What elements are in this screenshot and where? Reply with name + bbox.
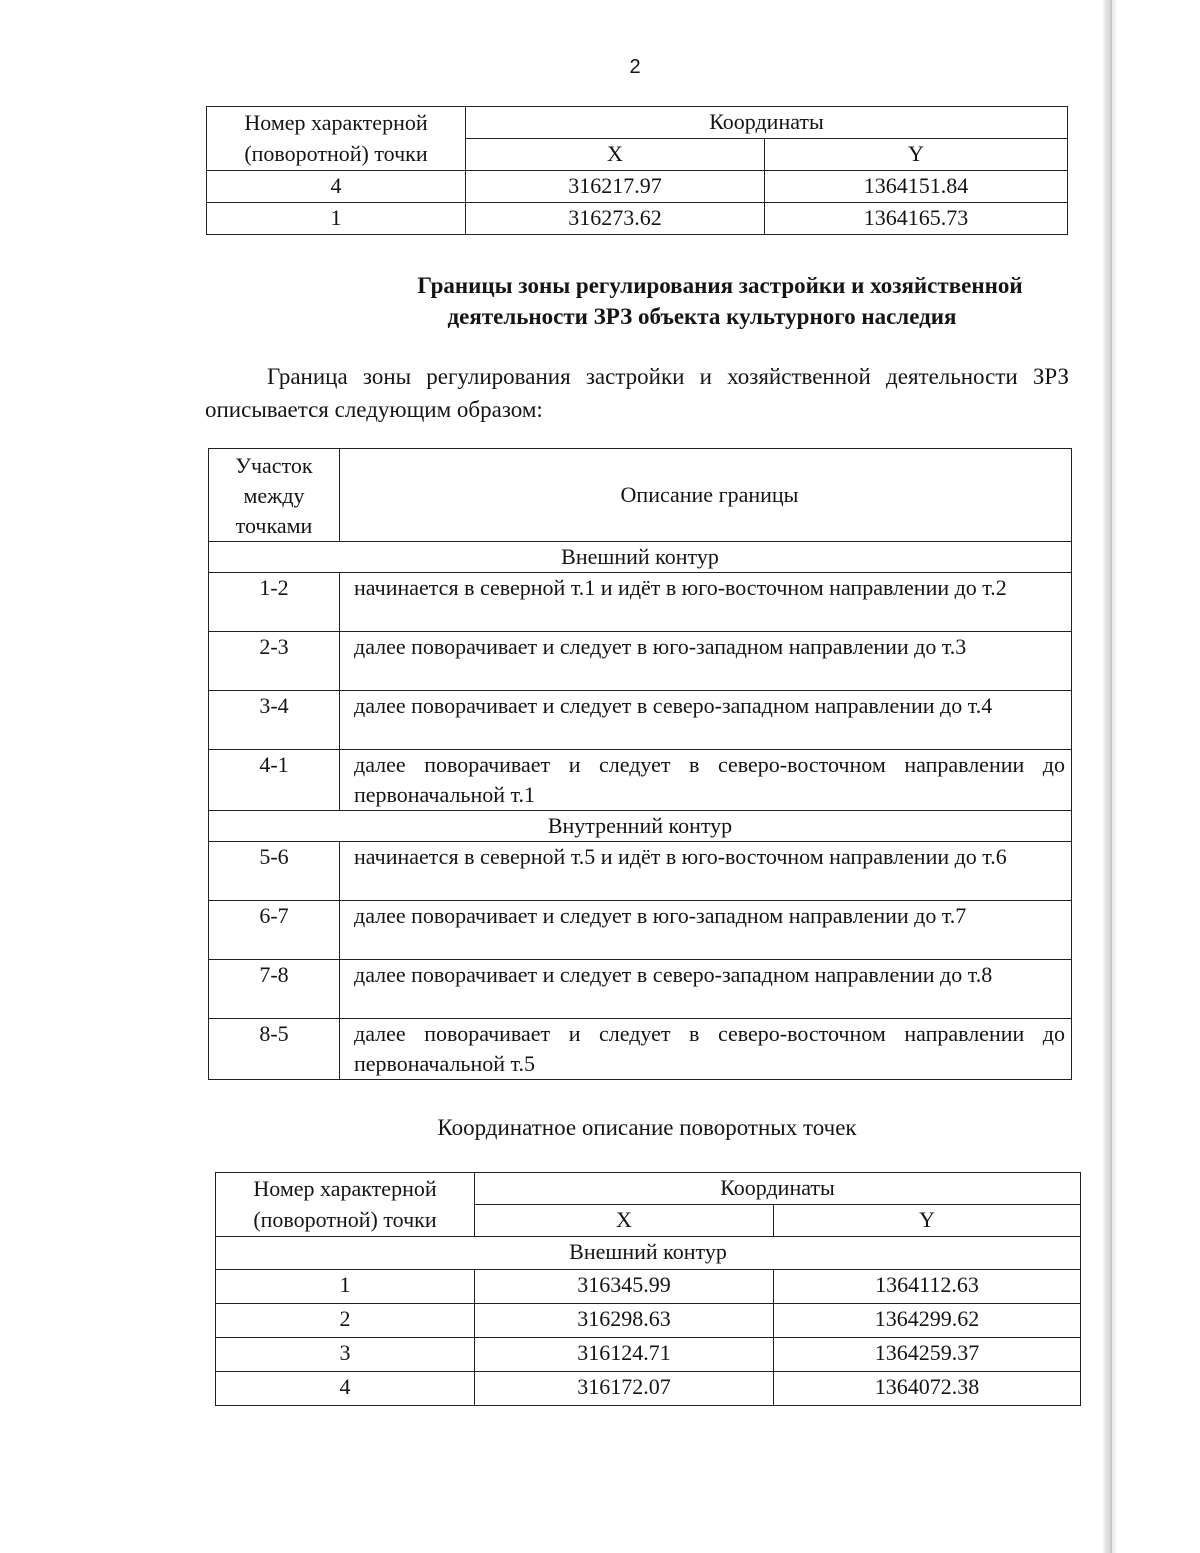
table-row: [216, 1372, 1081, 1406]
point-number-header-line1: Номер характерной: [244, 110, 428, 135]
table-row: [209, 691, 1072, 750]
segment-cell: 1-2: [209, 573, 340, 632]
table-row: [216, 1270, 1081, 1304]
segment-cell: 5-6: [209, 842, 340, 901]
table-row: [207, 203, 1068, 235]
y-cell: 1364151.84: [765, 171, 1068, 203]
point-number-header-line2: (поворотной) точки: [253, 1207, 437, 1232]
coordinates-table-continued: [206, 106, 1068, 235]
point-cell: 4: [207, 171, 466, 203]
table-row: [209, 960, 1072, 1019]
point-number-header-line1: Номер характерной: [253, 1176, 437, 1201]
table-row: [216, 1304, 1081, 1338]
coordinates-table: [215, 1172, 1081, 1406]
point-number-header: [216, 1173, 475, 1237]
y-header: Y: [774, 1205, 1081, 1237]
point-cell: 1: [216, 1270, 475, 1304]
description-cell: далее поворачивает и следует в северо-восточном направлении до первоначальной т.5: [340, 1019, 1072, 1080]
point-number-header: [207, 107, 466, 171]
segment-cell: 2-3: [209, 632, 340, 691]
y-cell: 1364072.38: [774, 1372, 1081, 1406]
section-heading-line2: деятельности ЗРЗ объекта культурного наследия: [447, 304, 957, 329]
outer-contour-label: Внешний контур: [209, 542, 1072, 573]
table-row: [209, 901, 1072, 960]
section-heading: [200, 270, 1140, 332]
y-cell: 1364259.37: [774, 1338, 1081, 1372]
segment-cell: 4-1: [209, 750, 340, 811]
page-number: 2: [629, 56, 641, 78]
outer-contour-label: Внешний контур: [216, 1237, 1081, 1270]
segment-header-line2: между: [243, 483, 305, 508]
x-header: X: [475, 1205, 774, 1237]
table-row: [209, 632, 1072, 691]
table-row: [209, 1019, 1072, 1080]
y-cell: 1364299.62: [774, 1304, 1081, 1338]
description-cell: далее поворачивает и следует в юго-западном направлении до т.7: [340, 901, 1072, 960]
y-header: Y: [765, 139, 1068, 171]
table-row: [209, 842, 1072, 901]
description-header: Описание границы: [340, 449, 1072, 542]
x-header: X: [466, 139, 765, 171]
description-cell: начинается в северной т.5 и идёт в юго-восточном направлении до т.6: [340, 842, 1072, 901]
point-cell: 2: [216, 1304, 475, 1338]
point-cell: 4: [216, 1372, 475, 1406]
segment-header-line1: Участок: [235, 453, 313, 478]
table-row: [216, 1338, 1081, 1372]
point-cell: 1: [207, 203, 466, 235]
scan-page-edge-line: [1110, 0, 1112, 1553]
point-number-header-line2: (поворотной) точки: [244, 141, 428, 166]
point-cell: 3: [216, 1338, 475, 1372]
coordinates-header: Координаты: [466, 107, 1068, 139]
x-cell: 316273.62: [466, 203, 765, 235]
segment-cell: 6-7: [209, 901, 340, 960]
x-cell: 316217.97: [466, 171, 765, 203]
description-cell: далее поворачивает и следует в северо-западном направлении до т.4: [340, 691, 1072, 750]
description-cell: начинается в северной т.1 и идёт в юго-восточном направлении до т.2: [340, 573, 1072, 632]
segment-header-line3: точками: [235, 513, 313, 538]
table-row: [207, 171, 1068, 203]
description-cell: далее поворачивает и следует в северо-восточном направлении до первоначальной т.1: [340, 750, 1072, 811]
table-row: [209, 750, 1072, 811]
coordinates-header: Координаты: [475, 1173, 1081, 1205]
segment-cell: 3-4: [209, 691, 340, 750]
x-cell: 316172.07: [475, 1372, 774, 1406]
y-cell: 1364165.73: [765, 203, 1068, 235]
description-cell: далее поворачивает и следует в юго-западном направлении до т.3: [340, 632, 1072, 691]
description-cell: далее поворачивает и следует в северо-западном направлении до т.8: [340, 960, 1072, 1019]
coordinates-subheading: Координатное описание поворотных точек: [437, 1115, 857, 1140]
table-row: [209, 573, 1072, 632]
segment-header: [209, 449, 340, 542]
inner-contour-label: Внутренний контур: [209, 811, 1072, 842]
intro-paragraph: Граница зоны регулирования застройки и хозяйственной деятельности ЗРЗ описывается следующим образом:: [205, 364, 1069, 422]
segment-cell: 8-5: [209, 1019, 340, 1080]
x-cell: 316345.99: [475, 1270, 774, 1304]
boundary-description-table: [208, 448, 1072, 1080]
section-heading-line1: Границы зоны регулирования застройки и хозяйственной: [417, 273, 1023, 298]
segment-cell: 7-8: [209, 960, 340, 1019]
x-cell: 316124.71: [475, 1338, 774, 1372]
y-cell: 1364112.63: [774, 1270, 1081, 1304]
x-cell: 316298.63: [475, 1304, 774, 1338]
